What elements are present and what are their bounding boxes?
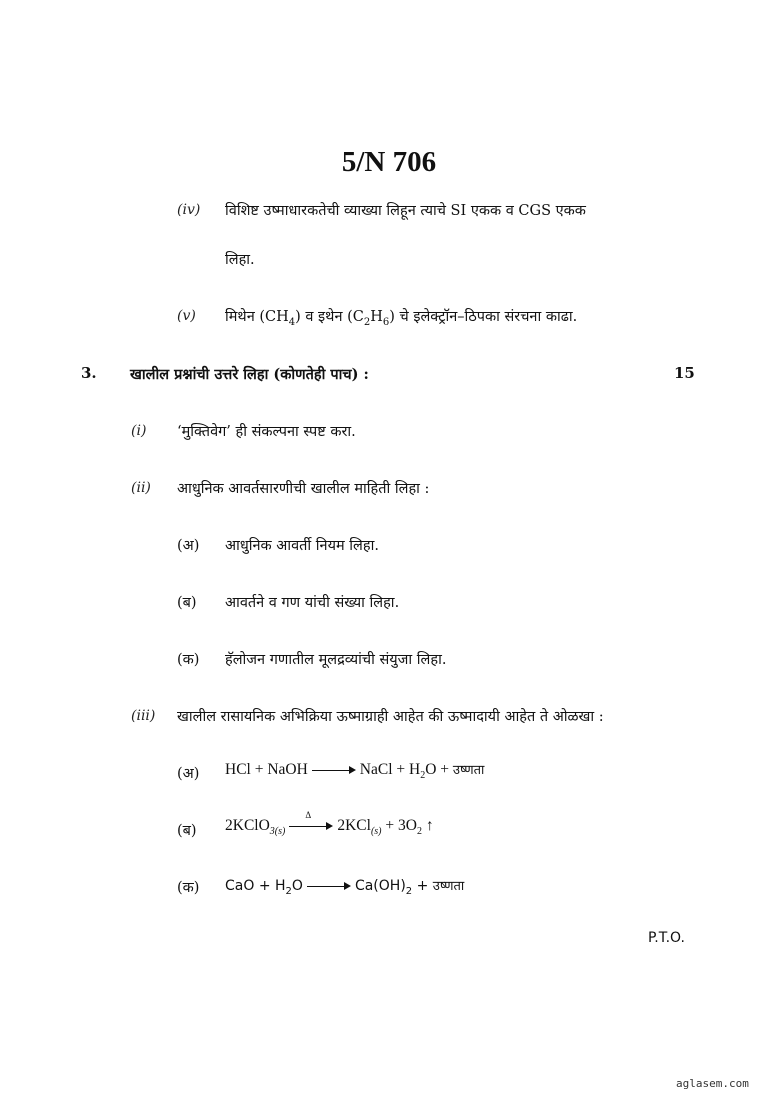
sub-question-text: ‘मुक्तिवेग’ ही संकल्पना स्पष्ट करा. <box>177 424 356 440</box>
right-arrow-icon <box>307 882 351 890</box>
question-number: (v) <box>177 308 196 324</box>
option-text: आधुनिक आवर्ती नियम लिहा. <box>225 538 379 554</box>
question-text: मिथेन $(CH_4)$ व इथेन $(C_2H_6)$ चे इलेक्ट्रॉन–ठिपका संरचना काढा. <box>225 309 578 328</box>
question-text: विशिष्ट उष्माधारकतेची व्याख्या लिहून त्याचे SI एकक व CGS एकक <box>225 203 586 219</box>
option-label: (अ) <box>177 766 200 782</box>
sub-question-number: (iii) <box>131 708 156 724</box>
sub-question-text: आधुनिक आवर्तसारणीची खालील माहिती लिहा : <box>177 481 430 497</box>
sub-question-text: खालील रासायनिक अभिक्रिया ऊष्माग्राही आहेत की ऊष्मादायी आहेत ते ओळखा : <box>177 709 604 725</box>
page-title: 5/N 706 <box>341 146 437 178</box>
marks: 15 <box>674 364 695 382</box>
footer-watermark: aglasem.com <box>676 1077 749 1090</box>
sub-question-number: (ii) <box>131 480 151 496</box>
pto-label: P.T.O. <box>648 930 685 946</box>
chemical-equation: 2KClO$_{3(s)}$ Δ $2KCl_{(s)} + 3O_2$ ↑ <box>225 810 434 837</box>
question-number: 3. <box>81 364 97 382</box>
right-arrow-icon <box>312 766 356 774</box>
right-arrow-icon: Δ <box>289 822 333 830</box>
option-text: आवर्तने व गण यांची संख्या लिहा. <box>225 595 400 611</box>
question-heading: खालील प्रश्नांची उत्तरे लिहा (कोणतेही पाच) : <box>130 366 369 383</box>
option-label: (ब) <box>177 595 197 611</box>
option-label: (अ) <box>177 538 200 554</box>
option-label: (क) <box>177 880 200 896</box>
sub-question-number: (i) <box>131 423 147 439</box>
option-text: हॅलोजन गणातील मूलद्रव्यांची संयुजा लिहा. <box>225 652 447 668</box>
option-label: (ब) <box>177 823 197 839</box>
question-text-continued: लिहा. <box>225 252 255 268</box>
option-label: (क) <box>177 652 200 668</box>
chemical-equation: HCl + NaOH NaCl + $H_2O$ + उष्णता <box>225 761 485 781</box>
question-number: (iv) <box>177 202 201 218</box>
chemical-equation: CaO + $H_2O$ $Ca(OH)_2$ + उष्णता <box>225 878 465 897</box>
